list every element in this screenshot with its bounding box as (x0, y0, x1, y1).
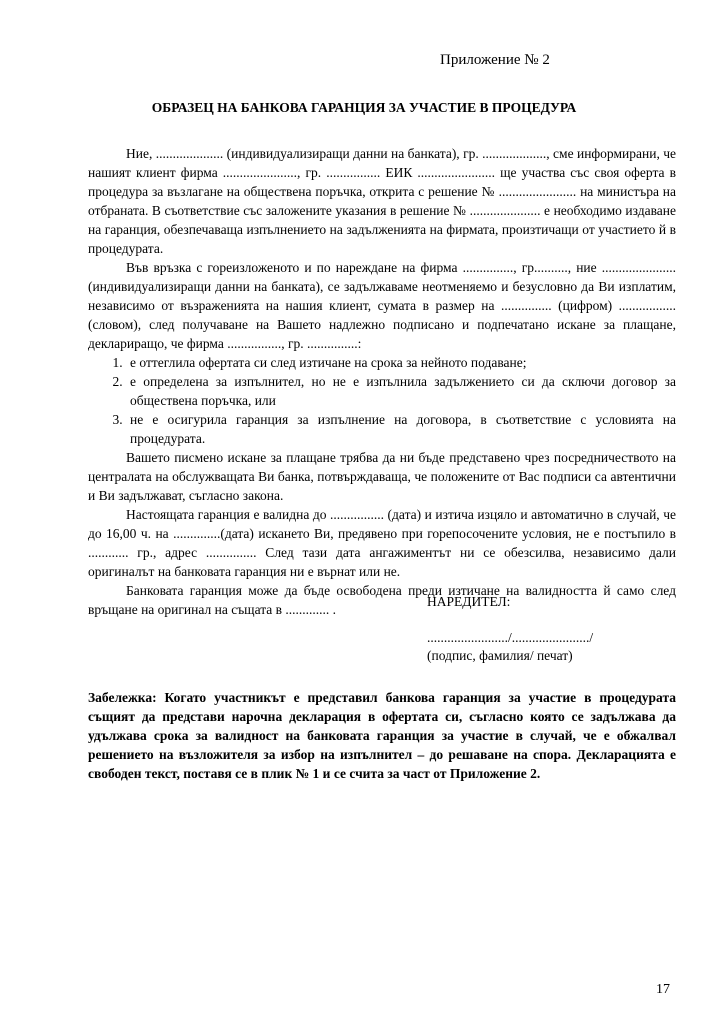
paragraph-validity: Настоящата гаранция е валидна до ................ (дата) и изтича изцяло и автоматично в случай, че до 16,00 ч. на ..............(дата) искането Ви, предявено при горепосочените условия, не е постъпило в ............ гр., адрес ............... След тази дата ангажиментът ни се обезсилва, независимо дали оригиналът на банковата гаранция ни е върнат или не. (88, 507, 676, 579)
document-title: ОБРАЗЕЦ НА БАНКОВА ГАРАНЦИЯ ЗА УЧАСТИЕ В ПРОЦЕДУРА (151, 100, 577, 115)
signature-caption: (подпис, фамилия/ печат) (427, 648, 573, 663)
list-item: 3. не е осигурила гаранция за изпълнение на договора, в съответствие с условията на процедурата. (126, 410, 676, 448)
paragraph-release: Банковата гаранция може да бъде освободена преди изтичане на валидността й само след връщане на оригинал на същата в ............. . (88, 583, 676, 617)
annex-label: Приложение № 2 (440, 52, 550, 68)
list-item: 1. е оттеглила офертата си след изтичане на срока за нейното подаване; (126, 353, 676, 372)
document-body (88, 144, 676, 619)
paragraph-obligation: Във връзка с гореизложеното и по нареждане на фирма ..............., гр.........., ние ...................... (индивидуализиращи данни на банката), се задължаваме неотменяемо и безусловно да Ви изплатим, независимо от възраженията на нашия клиент, сумата в размер на ............... (цифром) ................. (словом), след получаване на Вашето надлежно подписано и подпечатано искане за плащане, деклариращо, че фирма ................, гр. ...............: (88, 260, 676, 351)
paragraph-request: Вашето писмено искане за плащане трябва да ни бъде представено чрез посредничеството на централата на обслужващата Ви банка, потвърждаваща, че положените от Вас подписи са автентични и Ви задължават, съгласно закона. (88, 450, 676, 503)
list-item: 2. е определена за изпълнител, но не е изпълнила задължението си да сключи договор за обществена поръчка, или (126, 372, 676, 410)
paragraph-intro: Ние, .................... (индивидуализиращи данни на банката), гр. ..................., сме информирани, че нашият клиент фирма ......................, гр. ................ ЕИК ....................... ще участва със своя оферта в процедура за възлагане на обществена поръчка, открита с решение № ....................... на министъра на отбраната. В съответствие със заложените указания в решение № ..................... е необходимо издаване на гаранция, обезпечаваща изпълнението на задълженията на фирмата, произтичащи от участието й в процедурата. (88, 146, 676, 256)
signatory-label: НАРЕДИТЕЛ: (427, 594, 511, 609)
page-number: 17 (656, 982, 670, 997)
note: Забележка: Когато участникът е представил банкова гаранция за участие в процедурата същият да представи нарочна декларация в офертата си, съгласно която се задължава да удължава срока за валидност на банковата гаранция за участие в случай, че е обжалвал решението на възложителя за избор на изпълнител – до решаване на спора. Декларацията е свободен текст, поставя се в плик № 1 и се счита за част от Приложение 2. (88, 690, 676, 781)
signature-line: ......................../......................./ (427, 630, 594, 645)
conditions-list (88, 353, 676, 448)
